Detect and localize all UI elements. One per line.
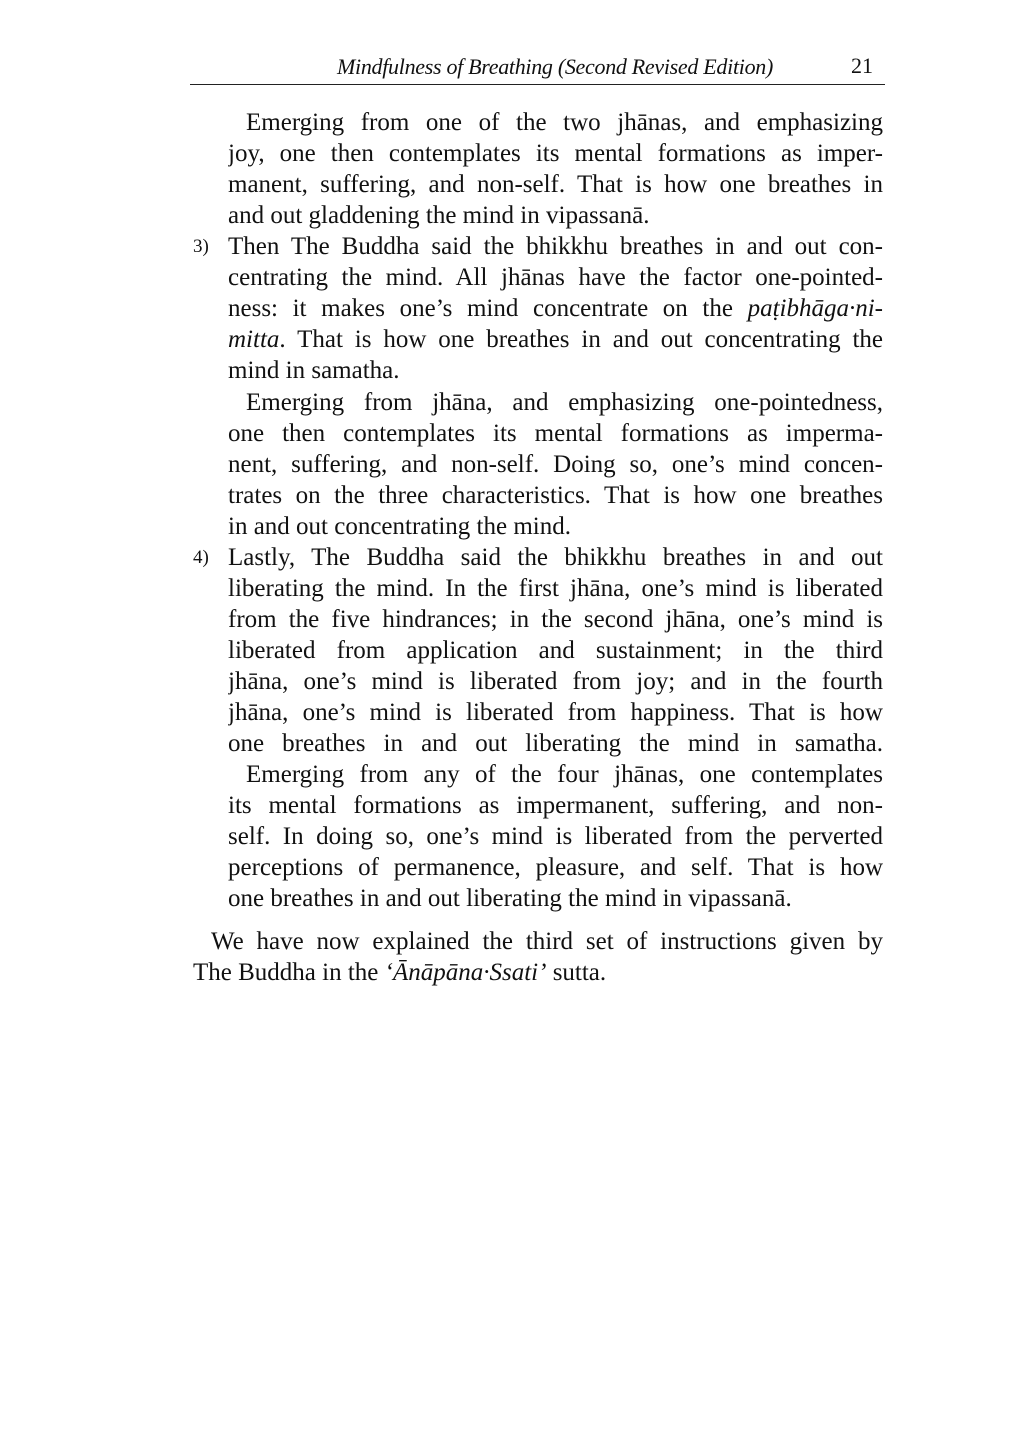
item-3-para2-line-2: one then contemplates its mental formations as imperma-	[228, 420, 883, 447]
item-4-line-3: from the five hindrances; in the second jhāna, one’s mind is	[228, 606, 883, 633]
item-3-line-4-text: . That is how one breathes in and out concentrating the	[279, 326, 883, 353]
item-3-para2-line-3: nent, suffering, and non-self. Doing so, one’s mind concen-	[228, 451, 883, 478]
page-number: 21	[851, 53, 873, 78]
item-4-para2-line-1: Emerging from any of the four jhānas, one contemplates	[246, 761, 883, 788]
item-3-pali-term: paṭibhāga·ni-	[747, 295, 883, 322]
item-4-para2-line-4: perceptions of permanence, pleasure, and self. That is how	[228, 854, 883, 881]
item-3-para2-line-5: in and out concentrating the mind.	[228, 513, 571, 540]
item-3-line-3-text: ness: it makes one’s mind concentrate on the	[228, 295, 748, 322]
item-4-para2-line-3: self. In doing so, one’s mind is liberated from the perverted	[228, 823, 883, 850]
para1-line-4: and out gladdening the mind in vipassanā.	[228, 202, 650, 229]
item-3-pali-term-end: mitta	[228, 326, 280, 353]
running-title: Mindfulness of Breathing (Second Revised Edition)	[337, 54, 773, 79]
item-3-number: 3)	[193, 236, 209, 257]
item-3-para2-line-1: Emerging from jhāna, and emphasizing one-pointedness,	[246, 389, 883, 416]
item-3-para2-line-4: trates on the three characteristics. That is how one breathes	[228, 482, 883, 509]
item-4-line-1: Lastly, The Buddha said the bhikkhu breathes in and out	[228, 544, 883, 571]
item-4-line-4: liberated from application and sustainment; in the third	[228, 637, 883, 664]
item-3-line-5: mind in samatha.	[228, 357, 400, 384]
closing-line-2-prefix: The Buddha in the	[193, 959, 385, 986]
para1-line-1: Emerging from one of the two jhānas, and emphasizing	[246, 109, 883, 136]
item-3-line-3	[228, 293, 883, 324]
item-3-line-2: centrating the mind. All jhānas have the factor one-pointed-	[228, 264, 883, 291]
item-3-line-4	[228, 324, 883, 355]
item-4-line-7: one breathes in and out liberating the mind in samatha.	[228, 730, 883, 757]
closing-line-2-suffix: sutta.	[546, 959, 607, 986]
sutta-title: ‘Ānāpāna·Ssati’	[384, 959, 547, 986]
item-4-line-6: jhāna, one’s mind is liberated from happiness. That is how	[228, 699, 883, 726]
para1-line-2: joy, one then contemplates its mental formations as imper-	[228, 140, 883, 167]
closing-line-2	[193, 957, 883, 988]
item-4-para2-line-5: one breathes in and out liberating the mind in vipassanā.	[228, 885, 792, 912]
item-4-para2-line-2: its mental formations as impermanent, suffering, and non-	[228, 792, 883, 819]
para1-line-3: manent, suffering, and non-self. That is how one breathes in	[228, 171, 883, 198]
item-4-line-5: jhāna, one’s mind is liberated from joy; and in the fourth	[228, 668, 883, 695]
item-4-number: 4)	[193, 547, 209, 568]
closing-line-1: We have now explained the third set of instructions given by	[211, 928, 883, 955]
item-3-line-1: Then The Buddha said the bhikkhu breathes in and out con-	[228, 233, 883, 260]
item-4-line-2: liberating the mind. In the first jhāna, one’s mind is liberated	[228, 575, 883, 602]
